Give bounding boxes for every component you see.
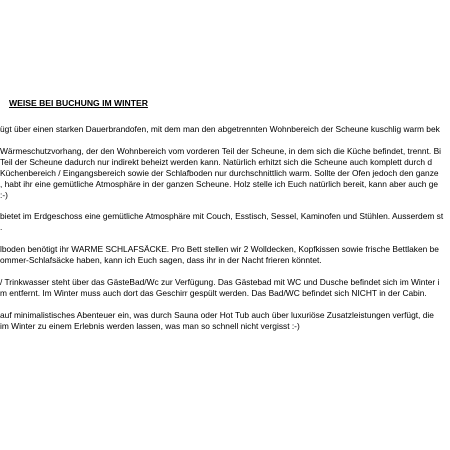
paragraph-2-line-5: :-) [0, 190, 8, 200]
paragraph-3-line-2: . [0, 222, 3, 232]
paragraph-2-line-3: Küchenbereich / Eingangsbereich sowie der Schlafboden nur durchschnittlich warm. Sollte der Ofen jedoch den ganze [0, 168, 439, 178]
paragraph-5-line-1: / Trinkwasser steht über das GästeBad/Wc zur Verfügung. Das Gästebad mit WC und Dusche befindet sich im Winter i [0, 277, 440, 287]
paragraph-5-line-2: m entfernt. Im Winter muss auch dort das Geschirr gespült werden. Das Bad/WC befindet sich NICHT in der Cabin. [0, 288, 427, 298]
paragraph-2-line-4: , habt ihr eine gemütliche Atmosphäre in der ganzen Scheune. Holz stelle ich Euch natürlich bereit, kann aber auch ge [0, 179, 439, 189]
paragraph-3-line-1: bietet im Erdgeschoss eine gemütliche Atmosphäre mit Couch, Esstisch, Sessel, Kaminofen und Stühlen. Ausserdem st [0, 211, 444, 221]
paragraph-6-line-2: im Winter zu einem Erlebnis werden lassen, was man so schnell nicht vergisst :-) [0, 321, 300, 331]
section-heading: WEISE BEI BUCHUNG IM WINTER [9, 98, 148, 108]
paragraph-1-line-1: ügt über einen starken Dauerbrandofen, mit dem man den abgetrennten Wohnbereich der Scheune kuschlig warm bek [0, 124, 440, 134]
paragraph-4-line-2: ommer-Schlafsäcke haben, kann ich Euch sagen, dass ihr in der Nacht frieren könntet. [0, 255, 322, 265]
paragraph-2-line-2: Teil der Scheune dadurch nur indirekt beheizt werden kann. Natürlich erhitzt sich die Scheune auch komplett durch d [0, 157, 433, 167]
paragraph-2-line-1: Wärmeschutzvorhang, der den Wohnbereich vom vorderen Teil der Scheune, in dem sich die Küche befindet, trennt. Bi [0, 146, 442, 156]
paragraph-4-line-1: lboden benötigt ihr WARME SCHLAFSÄCKE. Pro Bett stellen wir 2 Wolldecken, Kopfkissen sowie frische Bettlaken be [0, 244, 439, 254]
paragraph-6-line-1: auf minimalistisches Abenteuer ein, was durch Sauna oder Hot Tub auch über luxuriöse Zusatzleistungen verfügt, die [0, 310, 434, 320]
